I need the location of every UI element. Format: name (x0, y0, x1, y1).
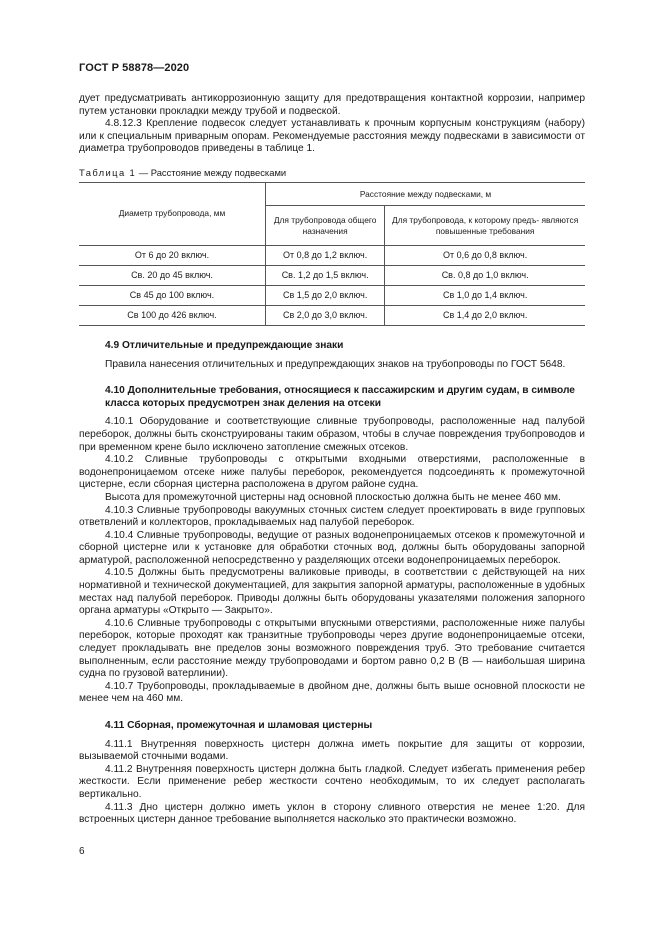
table-row (79, 285, 585, 305)
paragraph-continuation: дует предусматривать антикоррозионную защиту для предотвращения контактной коррозии, например путем установки прокладки между трубой и подвеской. (79, 93, 585, 117)
table-caption-text: — Расстояние между подвесками (136, 166, 287, 178)
col-header-general-purpose: Для трубопровода общего назначения (266, 206, 385, 246)
col-header-increased-requirements: Для трубопровода, к которому предъ- являются повышенные требования (385, 206, 585, 246)
cell-diameter: Св 45 до 100 включ. (79, 285, 266, 305)
table-row (79, 265, 585, 285)
paragraph-4-10-2: 4.10.2 Сливные трубопроводы с открытыми входными отверстиями, расположенные в водонепроницаемом отсеке ниже палубы переборок, рекомендуется подсоединять к промежуточной цистерне, если сборная цистерна расположена в другом районе судна. (79, 454, 585, 491)
cell-special: От 0,6 до 0,8 включ. (385, 245, 585, 265)
section-title-4-9: 4.9 Отличительные и предупреждающие знаки (105, 339, 344, 351)
section-title-4-10: 4.10 Дополнительные требования, относящиеся к пассажирским и другим судам, в символе класса которых предусмотрен знак деления на отсеки (105, 385, 575, 409)
paragraph-4-10-5: 4.10.5 Должны быть предусмотрены валиковые приводы, в соответствии с действующей на них нормативной и технической документацией, для закрытия запорной арматуры, расположенные в удобных местах над палубой переборок. Приводы должны быть оборудованы указателями положения запорного органа арматуры «Открыто — Закрыто». (79, 567, 585, 617)
cell-general: Св. 1,2 до 1,5 включ. (266, 265, 385, 285)
cell-diameter: Св 100 до 426 включ. (79, 305, 266, 325)
paragraph-4-10-1: 4.10.1 Оборудование и соответствующие сливные трубопроводы, расположенные над палубой переборок, должны быть сконструированы таким образом, чтобы в случае повреждения трубопроводов и при временном крене было исключено затопление смежных отсеков. (79, 416, 585, 453)
table-row (79, 245, 585, 265)
cell-general: Св 1,5 до 2,0 включ. (266, 285, 385, 305)
paragraph-4-11-2: 4.11.2 Внутренняя поверхность цистерн должна быть гладкой. Следует избегать применения ребер жесткости. Если применение ребер жесткости сочтено необходимым, то их следует располагать вертикально. (79, 763, 585, 800)
paragraph-4-10-3: 4.10.3 Сливные трубопроводы вакуумных сточных систем следует проектировать в виде групповых ответвлений и коллекторов, прокладываемых над палубой переборок. (79, 504, 585, 529)
page-content (79, 93, 585, 827)
table-caption (79, 167, 585, 179)
table-caption-label: Таблица 1 (79, 166, 137, 178)
cell-special: Св 1,4 до 2,0 включ. (385, 305, 585, 325)
table-header-row (79, 182, 585, 205)
paragraph-4-10-2-height: Высота для промежуточной цистерны над основной плоскостью должна быть не менее 460 мм. (105, 491, 561, 503)
cell-special: Св. 0,8 до 1,0 включ. (385, 265, 585, 285)
section-title-4-11: 4.11 Сборная, промежуточная и шламовая цистерны (105, 720, 373, 731)
cell-diameter: От 6 до 20 включ. (79, 245, 266, 265)
paragraph-4-10-6: 4.10.6 Сливные трубопроводы с открытыми впускными отверстиями, расположенные ниже палубы переборок, которые проходят как транзитные трубопроводы через другие водонепроницаемые отсеки, следует прокладывать вне пределов зоны возможного повреждения труб. Это требование считается выполненным, если расстояние между трубопроводами и бортом равно 0,2 В (В — наибольшая ширина судна по грузовой ватерлинии). (79, 617, 585, 680)
page-number: 6 (79, 846, 85, 857)
paragraph-4-10-4: 4.10.4 Сливные трубопроводы, ведущие от разных водонепроницаемых отсеков к промежуточной и сборной цистерне или к установке для обработки сточных вод, должны быть оборудованы запорной арматурой, расположенной непосредственно у разделяющих отсеки водонепроницаемых переборок. (79, 529, 585, 566)
col-header-distance-group: Расстояние между подвесками, м (266, 182, 586, 205)
hanger-distance-table (79, 182, 585, 326)
paragraph-4-8-12-3: 4.8.12.3 Крепление подвесок следует устанавливать к прочным корпусным конструкциям (набору) или к специальным приварным опорам. Рекомендуемые расстояния между подвесками в зависимости от диаметра трубопроводов приведены в таблице 1. (79, 118, 585, 155)
col-header-diameter: Диаметр трубопровода, мм (79, 182, 266, 245)
paragraph-4-10-7: 4.10.7 Трубопроводы, прокладываемые в двойном дне, должны быть выше основной плоскости не менее чем на 460 мм. (79, 680, 585, 705)
cell-general: Св 2,0 до 3,0 включ. (266, 305, 385, 325)
cell-special: Св 1,0 до 1,4 включ. (385, 285, 585, 305)
document-code-header: ГОСТ Р 58878—2020 (79, 62, 190, 74)
table-row (79, 305, 585, 325)
cell-general: От 0,8 до 1,2 включ. (266, 245, 385, 265)
cell-diameter: Св. 20 до 45 включ. (79, 265, 266, 285)
paragraph-4-9: Правила нанесения отличительных и предупреждающих знаков на трубопроводы по ГОСТ 5648. (105, 358, 566, 370)
paragraph-4-11-3: 4.11.3 Дно цистерн должно иметь уклон в сторону сливного отверстия не менее 1:20. Для встроенных цистерн данное требование выполняется насколько это практически возможно. (79, 801, 585, 826)
paragraph-4-11-1: 4.11.1 Внутренняя поверхность цистерн должна иметь покрытие для защиты от коррозии, вызываемой сточными водами. (79, 738, 585, 763)
